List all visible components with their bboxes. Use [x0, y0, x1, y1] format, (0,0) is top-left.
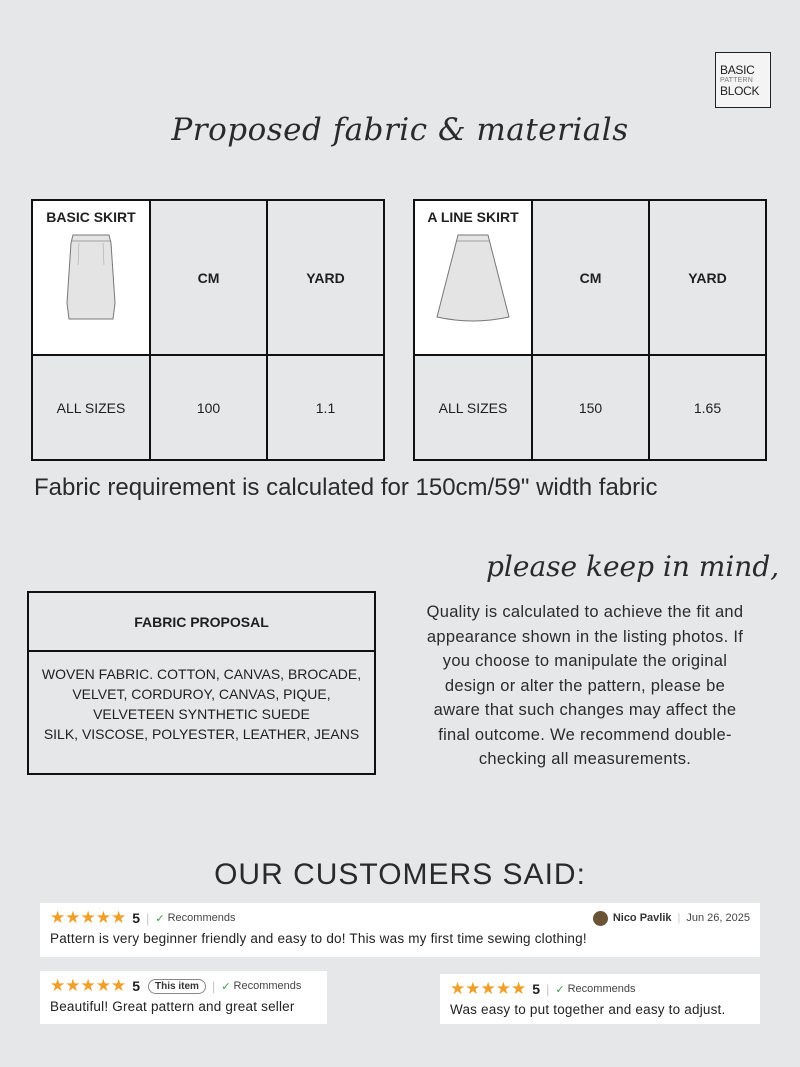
fabric-proposal-header: FABRIC PROPOSAL	[29, 593, 374, 652]
fabric-proposal-line: VELVETEEN SYNTHETIC SUEDE	[93, 706, 310, 722]
star-rating-icon: ★★★★★	[450, 979, 527, 998]
quality-line: design or alter the pattern, please be	[444, 676, 726, 695]
this-item-badge: This item	[148, 979, 206, 994]
review-text: Beautiful! Great pattern and great seller	[50, 999, 295, 1014]
fabric-proposal-box	[27, 591, 376, 775]
basic-cm-header: CM	[150, 200, 267, 355]
review-text: Pattern is very beginner friendly and easy to do! This was my first time sewing clothing!	[50, 931, 587, 946]
basic-skirt-cell	[32, 200, 150, 355]
basic-skirt-table	[31, 199, 385, 461]
review-text: Was easy to put together and easy to adjust.	[450, 1002, 726, 1017]
check-icon: ✓	[555, 983, 565, 996]
divider: |	[211, 978, 216, 994]
logo-line-1: BASIC	[720, 62, 755, 77]
quality-line: checking all measurements.	[478, 750, 692, 768]
customers-heading: OUR CUSTOMERS SAID:	[214, 858, 586, 891]
quality-paragraph	[395, 600, 775, 772]
review-card-1	[40, 903, 760, 957]
quality-line: appearance shown in the listing photos. If	[426, 627, 744, 646]
divider: |	[677, 912, 681, 924]
a-line-cm-header: CM	[532, 200, 649, 355]
check-icon: ✓	[221, 980, 231, 993]
quality-line: you choose to manipulate the original	[442, 652, 728, 670]
basic-cm-value: 100	[150, 355, 267, 460]
basic-skirt-name: BASIC SKIRT	[46, 209, 136, 225]
review-date: Jun 26, 2025	[686, 912, 750, 924]
straight-skirt-icon	[61, 233, 121, 321]
recommends-label: Recommends	[567, 983, 636, 995]
avatar	[593, 911, 608, 926]
divider: |	[546, 981, 550, 997]
star-rating-icon: ★★★★★	[50, 976, 127, 995]
a-line-cm-value: 150	[532, 355, 649, 460]
fabric-proposal-line: WOVEN FABRIC. COTTON, CANVAS, BROCADE,	[41, 666, 362, 682]
recommends-label: Recommends	[167, 912, 236, 924]
logo-line-2: PATTERN	[720, 76, 754, 84]
quality-line: final outcome. We recommend double-	[438, 725, 732, 744]
a-line-row-label: ALL SIZES	[414, 355, 532, 460]
basic-yard-header: YARD	[267, 200, 384, 355]
check-icon: ✓	[155, 912, 165, 925]
a-line-skirt-cell	[414, 200, 532, 355]
logo-line-3: BLOCK	[720, 83, 760, 98]
a-line-skirt-name: A LINE SKIRT	[427, 209, 519, 225]
a-line-yard-value: 1.65	[649, 355, 766, 460]
quality-line: aware that such changes may affect the	[433, 701, 737, 719]
keep-in-mind-heading: please keep in mind,	[486, 550, 780, 583]
fabric-proposal-line: SILK, VISCOSE, POLYESTER, LEATHER, JEANS	[43, 726, 360, 742]
brand-logo	[715, 52, 771, 108]
recommends-label: Recommends	[233, 980, 302, 992]
a-line-yard-header: YARD	[649, 200, 766, 355]
page-title: Proposed fabric & materials	[171, 112, 629, 148]
fabric-proposal-body	[29, 652, 374, 744]
quality-line: Quality is calculated to achieve the fit and	[426, 603, 744, 621]
reviewer-name[interactable]: Nico Pavlik	[612, 912, 672, 924]
rating-value: 5	[132, 910, 140, 926]
rating-value: 5	[532, 981, 540, 997]
review-card-2	[40, 971, 327, 1024]
divider: |	[146, 910, 150, 926]
review-card-3	[440, 974, 760, 1024]
star-rating-icon: ★★★★★	[50, 908, 127, 927]
basic-yard-value: 1.1	[267, 355, 384, 460]
basic-row-label: ALL SIZES	[32, 355, 150, 460]
a-line-skirt-table	[413, 199, 767, 461]
a-line-skirt-icon	[433, 233, 513, 323]
fabric-proposal-line: VELVET, CORDUROY, CANVAS, PIQUE,	[72, 686, 331, 702]
fabric-width-note: Fabric requirement is calculated for 150cm/59" width fabric	[34, 474, 658, 501]
rating-value: 5	[132, 978, 140, 994]
